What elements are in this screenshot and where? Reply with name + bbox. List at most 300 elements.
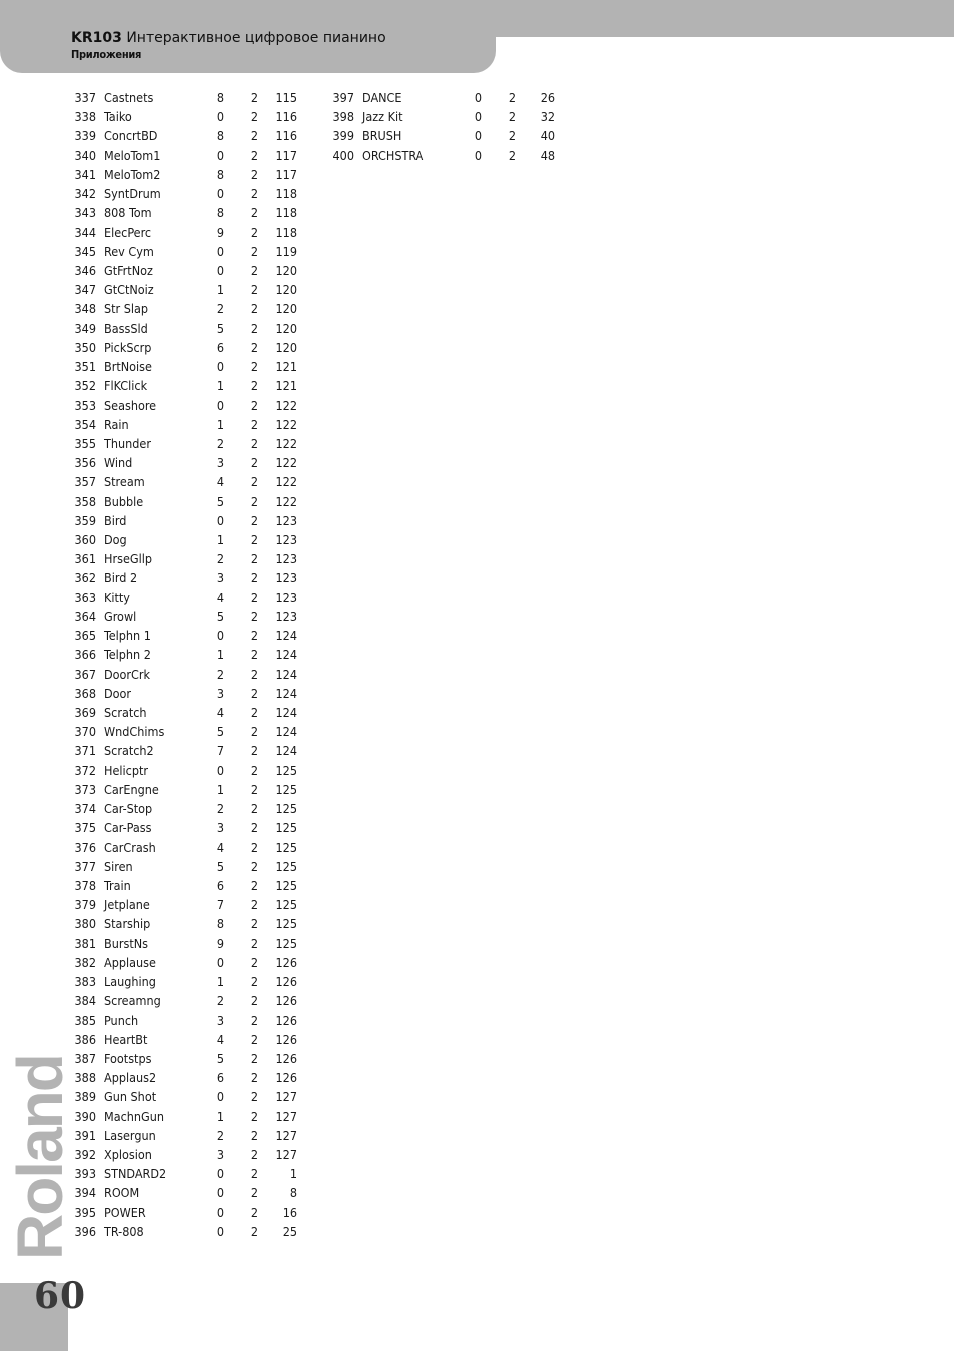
value-a: 4 [216, 589, 224, 605]
value-b: 2 [250, 608, 258, 624]
value-c: 126 [275, 954, 297, 970]
tone-number: 342 [74, 186, 96, 202]
value-c: 122 [275, 474, 297, 490]
tone-number: 398 [332, 109, 354, 125]
value-b: 2 [250, 1012, 258, 1028]
value-b: 2 [250, 743, 258, 759]
tone-name: TR-808 [104, 1223, 144, 1239]
value-b: 2 [250, 666, 258, 682]
tone-name: Helicptr [104, 762, 148, 778]
tone-name: Door [104, 685, 132, 701]
value-b: 2 [250, 474, 258, 490]
value-c: 120 [275, 282, 297, 298]
value-b: 2 [250, 282, 258, 298]
tone-number: 358 [74, 493, 96, 509]
value-b: 2 [250, 224, 258, 240]
value-c: 116 [275, 128, 297, 144]
value-b: 2 [508, 90, 516, 105]
value-b: 2 [250, 435, 258, 451]
value-c: 115 [275, 90, 297, 105]
value-a: 3 [216, 455, 224, 471]
value-b: 2 [250, 1089, 258, 1105]
value-c: 120 [275, 301, 297, 317]
tone-name: BRUSH [362, 128, 402, 144]
value-b: 2 [250, 685, 258, 701]
value-a: 4 [216, 1031, 224, 1047]
value-b: 2 [250, 243, 258, 259]
value-c: 124 [275, 724, 297, 740]
value-c: 16 [282, 1204, 297, 1220]
value-c: 122 [275, 435, 297, 451]
tone-name: Jetplane [104, 897, 150, 913]
tone-name: Growl [104, 608, 137, 624]
value-a: 0 [216, 243, 224, 259]
value-a: 0 [474, 147, 482, 163]
tone-number: 386 [74, 1031, 96, 1047]
tone-number: 382 [74, 954, 96, 970]
tone-name: ORCHSTRA [362, 147, 424, 163]
tone-name: ROOM [104, 1185, 140, 1201]
value-a: 0 [216, 186, 224, 202]
tone-number: 395 [74, 1204, 96, 1220]
value-a: 1 [216, 378, 224, 394]
value-a: 5 [216, 858, 224, 874]
value-c: 122 [275, 416, 297, 432]
value-b: 2 [250, 493, 258, 509]
tone-number: 365 [74, 628, 96, 644]
value-c: 122 [275, 455, 297, 471]
tone-name: MachnGun [104, 1108, 165, 1124]
tone-number: 397 [332, 90, 354, 105]
value-a: 5 [216, 1050, 224, 1066]
tone-name: DANCE [362, 90, 402, 105]
value-c: 125 [275, 916, 297, 932]
value-c: 123 [275, 608, 297, 624]
value-a: 0 [216, 512, 224, 528]
value-a: 3 [216, 1147, 224, 1163]
value-c: 120 [275, 262, 297, 278]
value-b: 2 [250, 397, 258, 413]
value-a: 0 [216, 1166, 224, 1182]
tone-name: DoorCrk [104, 666, 151, 682]
value-c: 118 [275, 224, 297, 240]
value-a: 1 [216, 416, 224, 432]
tone-number: 371 [74, 743, 96, 759]
tone-name: Siren [104, 858, 133, 874]
tone-number: 350 [74, 339, 96, 355]
value-c: 123 [275, 551, 297, 567]
tone-name: Stream [104, 474, 145, 490]
value-b: 2 [250, 166, 258, 182]
tone-name: PickScrp [104, 339, 152, 355]
value-c: 119 [275, 243, 297, 259]
tone-number: 392 [74, 1147, 96, 1163]
tone-number: 355 [74, 435, 96, 451]
value-a: 3 [216, 1012, 224, 1028]
tone-name: HeartBt [104, 1031, 148, 1047]
value-b: 2 [250, 512, 258, 528]
tone-name: STNDARD2 [104, 1166, 167, 1182]
value-a: 9 [216, 935, 224, 951]
value-c: 126 [275, 1070, 297, 1086]
value-a: 5 [216, 608, 224, 624]
tone-name: Screamng [104, 993, 161, 1009]
value-c: 125 [275, 839, 297, 855]
value-a: 0 [216, 628, 224, 644]
value-a: 2 [216, 301, 224, 317]
value-b: 2 [250, 1108, 258, 1124]
value-c: 117 [275, 166, 297, 182]
tone-number: 352 [74, 378, 96, 394]
value-a: 3 [216, 685, 224, 701]
value-a: 8 [216, 166, 224, 182]
value-b: 2 [250, 570, 258, 586]
tone-name: Train [104, 877, 131, 893]
tone-number: 349 [74, 320, 96, 336]
value-c: 126 [275, 1050, 297, 1066]
model-name: KR103 [71, 30, 122, 46]
value-c: 116 [275, 109, 297, 125]
value-b: 2 [250, 724, 258, 740]
value-a: 3 [216, 570, 224, 586]
value-a: 5 [216, 724, 224, 740]
value-a: 2 [216, 551, 224, 567]
value-a: 0 [216, 397, 224, 413]
value-a: 8 [216, 90, 224, 105]
tone-name: Gun Shot [104, 1089, 157, 1105]
value-a: 2 [216, 435, 224, 451]
value-c: 127 [275, 1147, 297, 1163]
tone-number: 383 [74, 974, 96, 990]
tone-name: Applause [104, 954, 156, 970]
tone-name: Rev Cym [104, 243, 154, 259]
value-b: 2 [250, 205, 258, 221]
tone-number: 384 [74, 993, 96, 1009]
tone-number: 341 [74, 166, 96, 182]
value-c: 124 [275, 647, 297, 663]
tone-number: 361 [74, 551, 96, 567]
tone-name: FlKClick [104, 378, 148, 394]
value-b: 2 [250, 781, 258, 797]
tone-name: MeloTom2 [104, 166, 161, 182]
value-a: 0 [216, 262, 224, 278]
tone-name: Car-Stop [104, 801, 153, 817]
tone-number: 359 [74, 512, 96, 528]
value-c: 122 [275, 493, 297, 509]
value-a: 0 [216, 954, 224, 970]
value-c: 122 [275, 397, 297, 413]
tone-name: Kitty [104, 589, 130, 605]
value-a: 1 [216, 282, 224, 298]
value-b: 2 [508, 109, 516, 125]
value-a: 2 [216, 993, 224, 1009]
value-a: 5 [216, 320, 224, 336]
value-b: 2 [250, 1147, 258, 1163]
value-c: 124 [275, 743, 297, 759]
value-b: 2 [508, 128, 516, 144]
value-b: 2 [250, 801, 258, 817]
value-c: 123 [275, 512, 297, 528]
value-c: 124 [275, 705, 297, 720]
value-a: 2 [216, 666, 224, 682]
tone-number: 363 [74, 589, 96, 605]
value-c: 32 [540, 109, 555, 125]
tone-number: 393 [74, 1166, 96, 1182]
value-c: 121 [275, 378, 297, 394]
tone-name: Str Slap [104, 301, 149, 317]
value-a: 6 [216, 877, 224, 893]
value-b: 2 [250, 128, 258, 144]
tone-name: Taiko [104, 109, 132, 125]
value-c: 8 [289, 1185, 297, 1201]
tone-number: 378 [74, 877, 96, 893]
tone-name: Castnets [104, 90, 154, 105]
tone-number: 353 [74, 397, 96, 413]
value-c: 123 [275, 570, 297, 586]
value-b: 2 [250, 820, 258, 836]
value-b: 2 [250, 935, 258, 951]
value-a: 7 [216, 897, 224, 913]
tone-number: 374 [74, 801, 96, 817]
tone-name: HrseGllp [104, 551, 152, 567]
value-a: 0 [474, 90, 482, 105]
value-b: 2 [250, 1050, 258, 1066]
value-a: 8 [216, 916, 224, 932]
tone-number: 400 [332, 147, 354, 163]
tone-number: 391 [74, 1127, 96, 1143]
tone-name: Thunder [104, 435, 151, 451]
value-c: 26 [540, 90, 555, 105]
value-a: 1 [216, 1108, 224, 1124]
tone-name: GtCtNoiz [104, 282, 154, 298]
value-c: 1 [289, 1166, 297, 1182]
value-b: 2 [250, 262, 258, 278]
value-b: 2 [508, 147, 516, 163]
tone-name: ElecPerc [104, 224, 152, 240]
value-b: 2 [250, 320, 258, 336]
tone-number: 340 [74, 147, 96, 163]
tone-name: Lasergun [104, 1127, 156, 1143]
tone-name: BrtNoise [104, 359, 152, 375]
value-b: 2 [250, 993, 258, 1009]
value-b: 2 [250, 1070, 258, 1086]
tone-name: Dog [104, 532, 127, 548]
tone-name: Laughing [104, 974, 156, 990]
tone-number: 339 [74, 128, 96, 144]
tone-name: GtFrtNoz [104, 262, 153, 278]
value-b: 2 [250, 532, 258, 548]
value-c: 123 [275, 589, 297, 605]
tone-number: 385 [74, 1012, 96, 1028]
tone-number: 364 [74, 608, 96, 624]
value-c: 126 [275, 993, 297, 1009]
value-c: 118 [275, 186, 297, 202]
value-a: 6 [216, 339, 224, 355]
tone-name: CarCrash [104, 839, 156, 855]
tone-number: 376 [74, 839, 96, 855]
value-b: 2 [250, 1031, 258, 1047]
value-a: 0 [216, 109, 224, 125]
tone-number: 390 [74, 1108, 96, 1124]
value-c: 126 [275, 1012, 297, 1028]
value-b: 2 [250, 1223, 258, 1239]
value-a: 0 [216, 147, 224, 163]
tone-number: 357 [74, 474, 96, 490]
value-b: 2 [250, 916, 258, 932]
tone-number: 337 [74, 90, 96, 105]
value-a: 4 [216, 839, 224, 855]
tone-name: Scratch2 [104, 743, 154, 759]
tone-number: 368 [74, 685, 96, 701]
tone-name: 808 Tom [104, 205, 152, 221]
value-c: 127 [275, 1108, 297, 1124]
tone-name: Seashore [104, 397, 157, 413]
value-a: 1 [216, 781, 224, 797]
tone-number: 394 [74, 1185, 96, 1201]
value-c: 123 [275, 532, 297, 548]
tone-number: 366 [74, 647, 96, 663]
value-a: 7 [216, 743, 224, 759]
tone-number: 367 [74, 666, 96, 682]
value-a: 1 [216, 532, 224, 548]
tone-name: WndChims [104, 724, 165, 740]
tone-number: 373 [74, 781, 96, 797]
tone-number: 399 [332, 128, 354, 144]
value-a: 0 [216, 1089, 224, 1105]
section-title: Приложения [71, 48, 142, 61]
tone-number: 360 [74, 532, 96, 548]
tone-name: Xplosion [104, 1147, 152, 1163]
tone-name: BassSld [104, 320, 148, 336]
tone-number: 372 [74, 762, 96, 778]
value-c: 126 [275, 1031, 297, 1047]
tone-name: MeloTom1 [104, 147, 161, 163]
tone-name: Telphn 1 [104, 628, 151, 644]
tone-number: 351 [74, 359, 96, 375]
value-c: 125 [275, 877, 297, 893]
value-b: 2 [250, 1127, 258, 1143]
value-c: 126 [275, 974, 297, 990]
tone-name: Bubble [104, 493, 144, 509]
value-a: 1 [216, 974, 224, 990]
value-a: 6 [216, 1070, 224, 1086]
tone-number: 375 [74, 820, 96, 836]
value-c: 125 [275, 781, 297, 797]
tone-name: ConcrtBD [104, 128, 158, 144]
value-a: 1 [216, 647, 224, 663]
tone-name: Applaus2 [104, 1070, 157, 1086]
brand-logo: Roland [4, 1055, 76, 1260]
value-a: 2 [216, 801, 224, 817]
tone-name: POWER [104, 1204, 146, 1220]
tone-name: Jazz Kit [362, 109, 403, 125]
value-a: 3 [216, 820, 224, 836]
value-b: 2 [250, 147, 258, 163]
tone-number: 379 [74, 897, 96, 913]
value-c: 40 [540, 128, 555, 144]
value-c: 125 [275, 762, 297, 778]
tone-number: 343 [74, 205, 96, 221]
value-b: 2 [250, 705, 258, 720]
value-c: 125 [275, 935, 297, 951]
value-b: 2 [250, 897, 258, 913]
page-number: 60 [34, 1275, 87, 1317]
tone-number: 344 [74, 224, 96, 240]
tone-number: 387 [74, 1050, 96, 1066]
value-b: 2 [250, 339, 258, 355]
tone-number: 389 [74, 1089, 96, 1105]
tone-number: 354 [74, 416, 96, 432]
value-b: 2 [250, 186, 258, 202]
value-b: 2 [250, 378, 258, 394]
value-b: 2 [250, 858, 258, 874]
value-b: 2 [250, 839, 258, 855]
tone-number: 346 [74, 262, 96, 278]
value-a: 4 [216, 705, 224, 720]
tone-name: Telphn 2 [104, 647, 151, 663]
value-b: 2 [250, 628, 258, 644]
value-b: 2 [250, 109, 258, 125]
value-a: 2 [216, 1127, 224, 1143]
value-b: 2 [250, 1204, 258, 1220]
value-c: 125 [275, 801, 297, 817]
value-c: 127 [275, 1127, 297, 1143]
tone-number: 377 [74, 858, 96, 874]
tone-number: 370 [74, 724, 96, 740]
tone-number: 362 [74, 570, 96, 586]
value-a: 0 [216, 1185, 224, 1201]
tone-name: SyntDrum [104, 186, 161, 202]
value-b: 2 [250, 455, 258, 471]
value-c: 120 [275, 320, 297, 336]
tone-number: 369 [74, 705, 96, 720]
value-c: 118 [275, 205, 297, 221]
value-c: 124 [275, 666, 297, 682]
tone-name: BurstNs [104, 935, 149, 951]
value-c: 127 [275, 1089, 297, 1105]
value-c: 124 [275, 685, 297, 701]
value-b: 2 [250, 762, 258, 778]
value-a: 5 [216, 493, 224, 509]
value-c: 120 [275, 339, 297, 355]
value-c: 124 [275, 628, 297, 644]
value-b: 2 [250, 954, 258, 970]
tone-name: Rain [104, 416, 129, 432]
value-b: 2 [250, 1185, 258, 1201]
tone-name: Bird [104, 512, 127, 528]
value-c: 121 [275, 359, 297, 375]
tone-name: Car-Pass [104, 820, 152, 836]
value-a: 0 [216, 359, 224, 375]
tone-name: Punch [104, 1012, 139, 1028]
value-b: 2 [250, 301, 258, 317]
value-b: 2 [250, 589, 258, 605]
value-c: 48 [540, 147, 555, 163]
value-b: 2 [250, 551, 258, 567]
value-b: 2 [250, 90, 258, 105]
value-c: 125 [275, 820, 297, 836]
value-a: 0 [474, 128, 482, 144]
tone-number: 381 [74, 935, 96, 951]
tone-name: Wind [104, 455, 133, 471]
value-b: 2 [250, 877, 258, 893]
tone-name: CarEngne [104, 781, 159, 797]
tone-number: 345 [74, 243, 96, 259]
tone-number: 347 [74, 282, 96, 298]
value-a: 9 [216, 224, 224, 240]
tone-name: Footstps [104, 1050, 152, 1066]
value-a: 8 [216, 128, 224, 144]
